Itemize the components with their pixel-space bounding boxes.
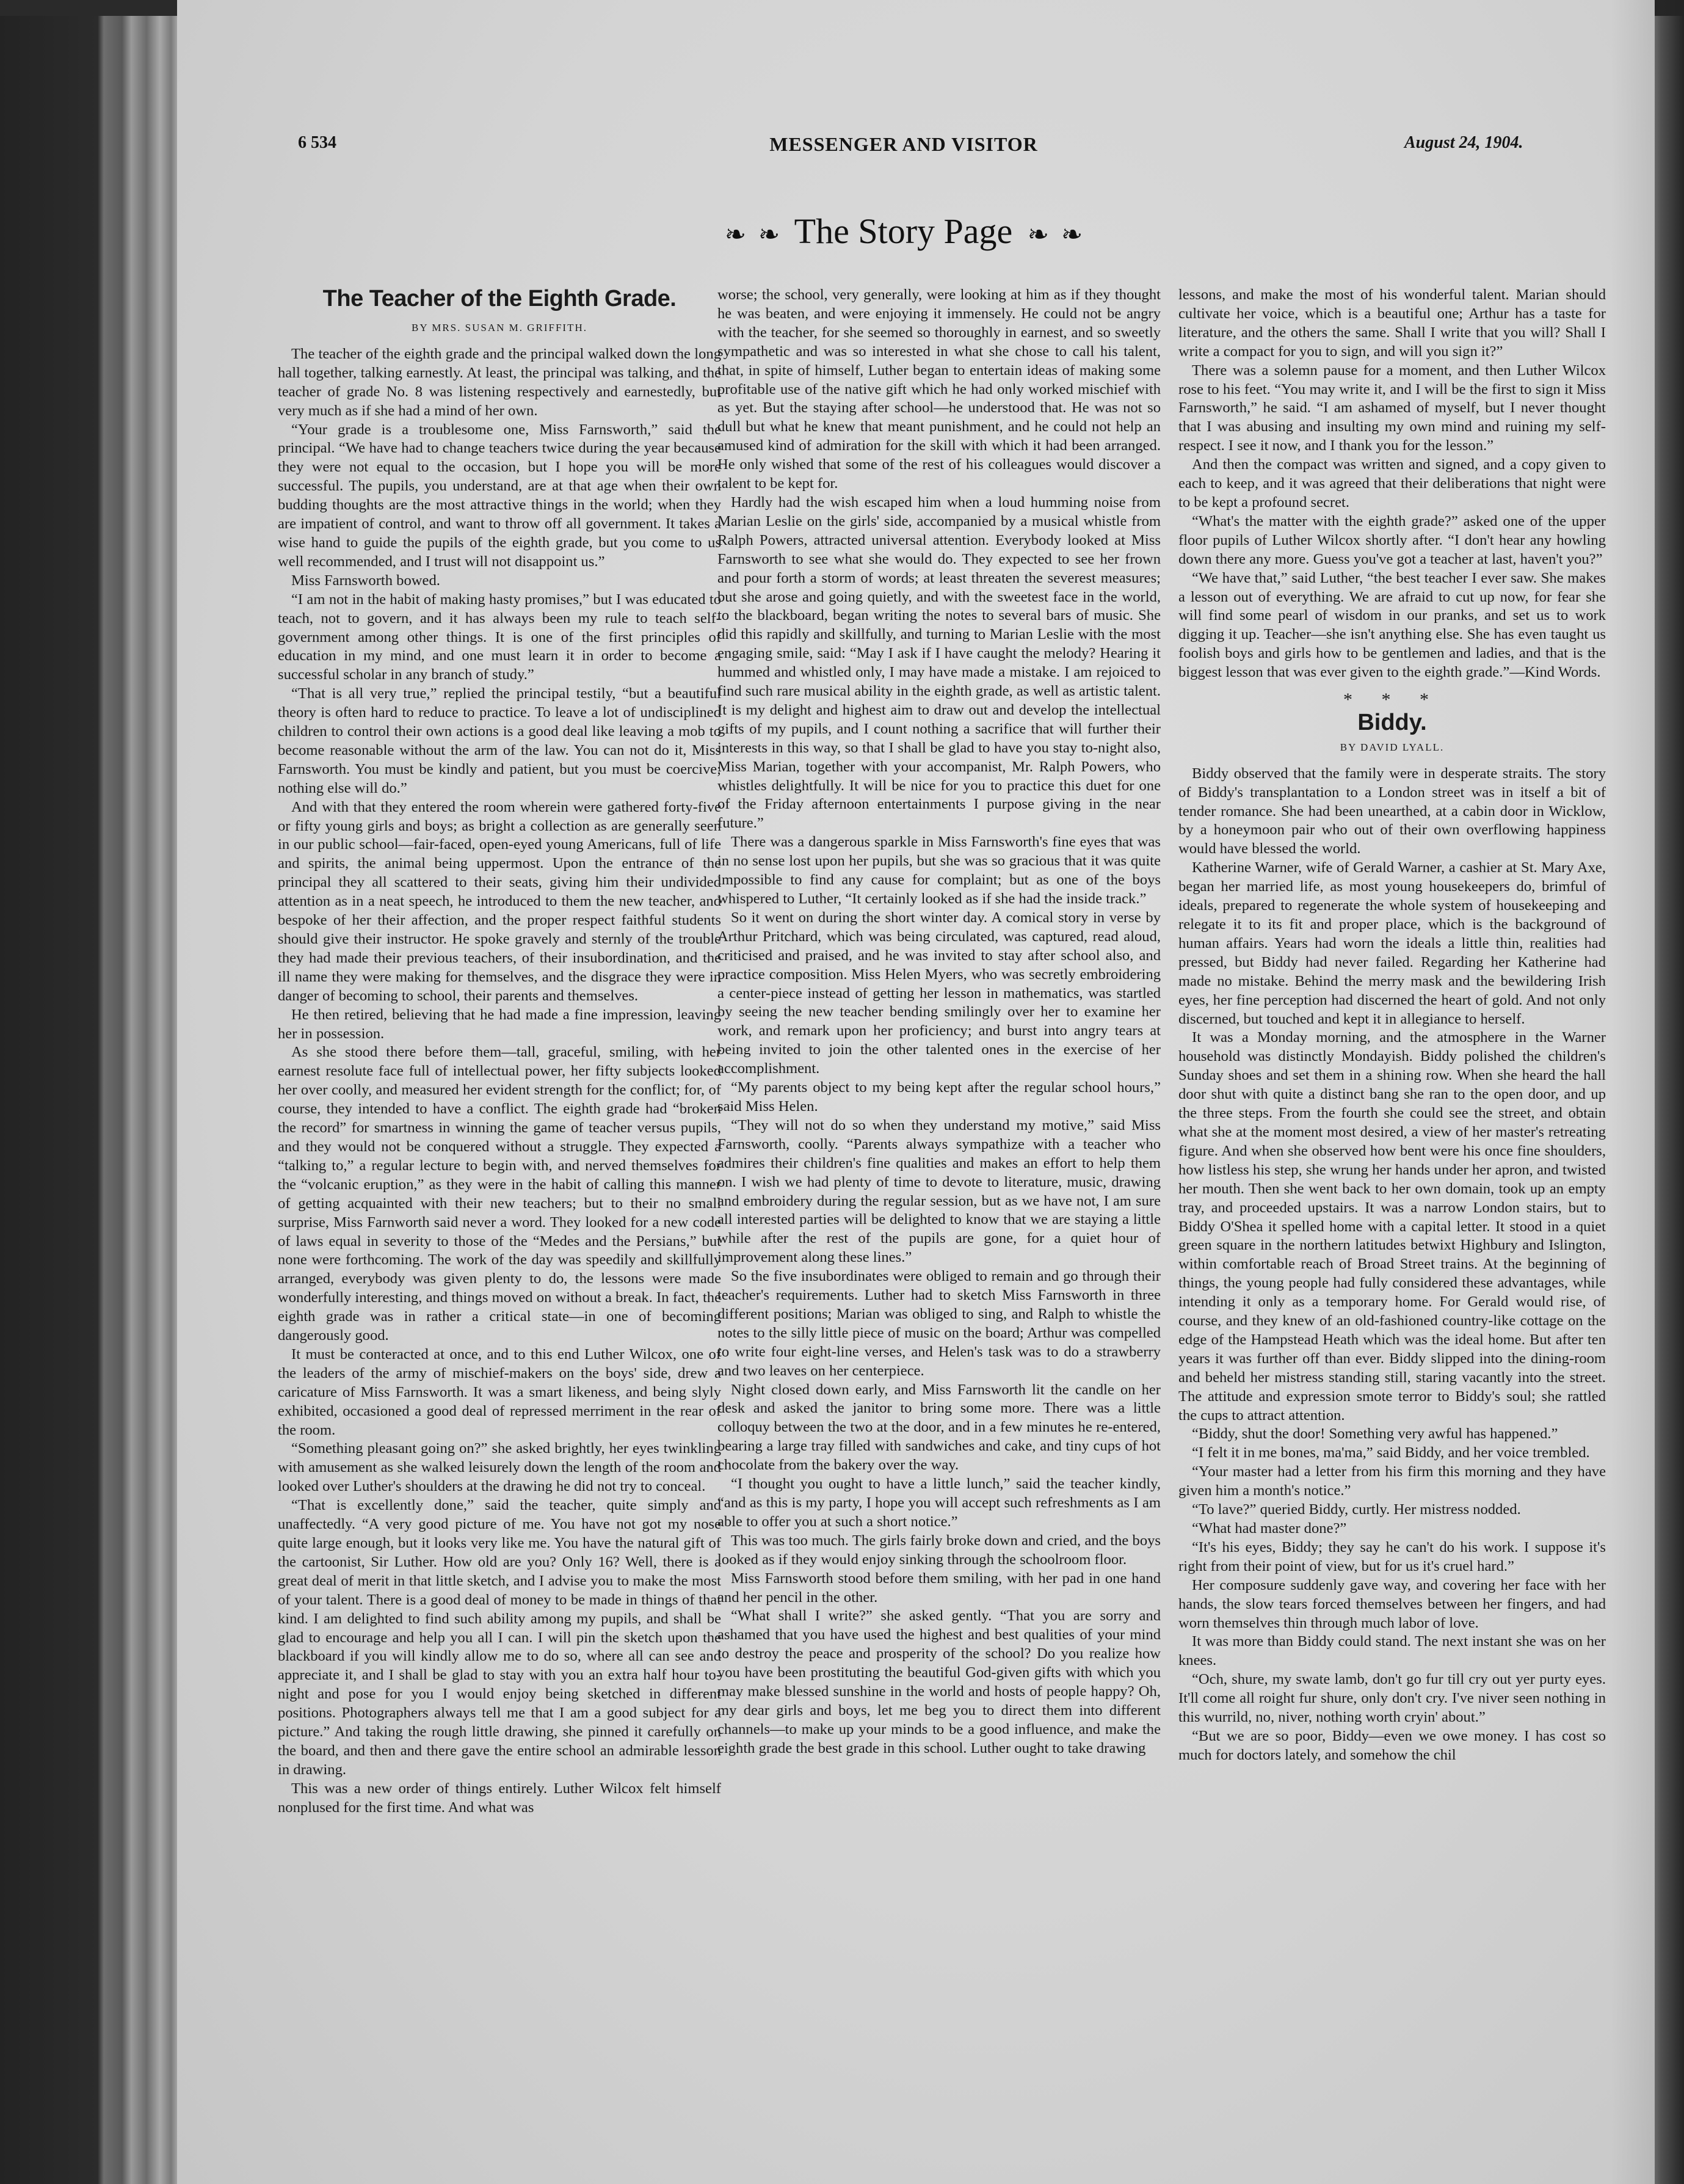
paragraph: lessons, and make the most of his wonderful talent. Marian should cultivate her voice, which is a beautiful one; Arthur has a taste for literature, and the others the same. Shall I write that you will? Shall I write a compact for you to sign, and will you sign it?” <box>1178 286 1606 360</box>
paragraph: Her composure suddenly gave way, and covering her face with her hands, the slow tears forced themselves between her fingers, and had worn themselves thin through much labor of love. <box>1178 1576 1606 1631</box>
paragraph: “What's the matter with the eighth grade?” asked one of the upper floor pupils of Luther Wilcox shortly after. “I don't hear any howling down there any more. Guess you've got a teacher at last, haven't you?” <box>1178 512 1606 567</box>
paragraph: “Och, shure, my swate lamb, don't go fur till cry out yer purty eyes. It'll come all roight fur shure, only don't cry. I've niver seen nothing in this wurrild, no, niver, nothing worth cryin' about.” <box>1178 1671 1606 1726</box>
paragraph: And with that they entered the room wherein were gathered forty-five or fifty young girls and boys; as bright a collection as are generally seen in our public school—fair-faced, open-eyed young Americans, full of life and spirits, the animal being uppermost. Upon the entrance of the principal they all scattered to their seats, giving him their undivided attention as in a neat speech, he introduced to them the new teacher, and bespoke of her their affection, and the proper respect faithful students should give their instructor. He spoke gravely and sternly of the trouble they had made their previous teachers, of their insubordination, and the ill name they were making for themselves, and the disgrace they were in danger of becoming to school, their parents and themselves. <box>278 798 721 1004</box>
column-2-body <box>717 286 1161 1758</box>
paragraph: So it went on during the short winter day. A comical story in verse by Arthur Pritchard, which was being circulated, was captured, read aloud, criticised and praised, and he was invited to stay after school also, and practice composition. Miss Helen Myers, who was secretly embroidering a center-piece instead of getting her lesson in mathematics, was startled by seeing the new teacher bending smilingly over her to examine her work, and remark upon her proficiency; and burst into angry tears at being invited to join the other talented ones in the exercise of her accomplishment. <box>717 909 1161 1077</box>
paragraph: “What had master done?” <box>1192 1520 1347 1537</box>
paragraph: There was a solemn pause for a moment, and then Luther Wilcox rose to his feet. “You may write it, and I will be the first to sign it Miss Farnsworth,” he said. “I am ashamed of myself, but I never thought that I was abusing and insulting my own mind and ruining my self-respect. I see it now, and I thank you for the lesson.” <box>1178 362 1606 454</box>
paragraph: This was a new order of things entirely. Luther Wilcox felt himself nonplused for the first time. And what was <box>278 1780 721 1816</box>
paragraph: “Your master had a letter from his firm this morning and they have given him a month's notice.” <box>1178 1463 1606 1499</box>
paragraph: “Your grade is a troublesome one, Miss Farnsworth,” said the principal. “We have had to change teachers twice during the year because they were not equal to the occasion, but I hope you will be more successful. The pupils, you understand, are at that age when their own budding thoughts are the most attractive things in the world; when they are impatient of control, and want to throw off all government. It takes a wise hand to guide the pupils of the eighth grade, but you come to us well recommended, and I trust will not disappoint us.” <box>278 421 721 570</box>
paragraph: Miss Farnsworth bowed. <box>291 572 440 589</box>
ornament-right-icon: ❧ <box>1027 221 1049 249</box>
paragraph: So the five insubordinates were obliged to remain and go through their teacher's requirements. Luther had to sketch Miss Farnsworth in three different positions; Marian was obliged to sing, and Ralph to whistle the notes to the silly little piece of music on the board; Arthur was compelled to write four eight-line verses, and Helen's task was to do a strawberry and two leaves on her centerpiece. <box>717 1268 1161 1379</box>
paragraph: “They will not do so when they understand my motive,” said Miss Farnsworth, coolly. “Parents always sympathize with a teacher who admires their children's fine qualities and makes an effort to help them on. I wish we had plenty of time to devote to literature, music, drawing and embroidery during the regular session, but as we have not, I am sure all interested parties will be delighted to know that we are staying a little while after the rest of the pupils are gone, for a quiet hour of improvement along these lines.” <box>717 1116 1161 1266</box>
scan-right-shadow <box>1611 0 1684 2184</box>
paragraph: “What shall I write?” she asked gently. “That you are sorry and ashamed that you have used the highest and best qualities of your mind to destroy the peace and prosperity of the school? Do you realize how you have been prostituting the beautiful God-given gifts with which you may make blessed sunshine in the world and hosts of people happy? Oh, my dear girls and boys, let me beg you to direct them into different channels—to make up your minds to be a good influence, and make the eighth grade the best grade in this school. Luther ought to take drawing <box>717 1607 1161 1756</box>
story-byline-teacher: BY MRS. SUSAN M. GRIFFITH. <box>411 322 587 333</box>
paragraph: He then retired, believing that he had made a fine impression, leaving her in possession. <box>278 1006 721 1042</box>
ornament-right-icon-2: ❧ <box>1061 221 1083 249</box>
page-number: 6 534 <box>298 133 336 152</box>
paragraph: There was a dangerous sparkle in Miss Farnsworth's fine eyes that was in no sense lost upon her pupils, but she was so gracious that it was quite impossible to find any cause for complaint; but as one of the boys whispered to Luther, “It certainly looked as if she had the inside track.” <box>717 834 1161 907</box>
paragraph: It must be conteracted at once, and to this end Luther Wilcox, one of the leaders of the army of mischief-makers on the boys' side, drew a caricature of Miss Farnsworth. It was a smart likeness, and being slyly exhibited, occasioned a good deal of repressed merriment in the rear of the room. <box>278 1345 721 1438</box>
paragraph: It was more than Biddy could stand. The next instant she was on her knees. <box>1178 1633 1606 1669</box>
column-3-biddy-body <box>1178 765 1606 1765</box>
ornament-left-icon-2: ❧ <box>758 221 780 249</box>
paragraph: “I felt it in me bones, ma'ma,” said Biddy, and her voice trembled. <box>1192 1444 1590 1461</box>
paragraph: “Something pleasant going on?” she asked brightly, her eyes twinkling with amusement as she walked leisurely down the length of the room and looked over Luther's shoulders at the drawing he did not try to conceal. <box>278 1440 721 1495</box>
story-title-biddy: Biddy. <box>1357 709 1427 735</box>
issue-date: August 24, 1904. <box>1404 133 1523 152</box>
paragraph: Hardly had the wish escaped him when a loud humming noise from Marian Leslie on the girls' side, accompanied by a musical whistle from Ralph Powers, attracted universal attention. Everybody looked at Miss Farnsworth to see what she would do. They expected to see her frown and pour forth a storm of words; at least threaten the severest measures; but she arose and going quietly, and with the sweetest face in the world, to the blackboard, began writing the notes to several bars of music. She did this rapidly and skillfully, and turning to Marian Leslie with the most engaging smile, said: “May I ask if I have caught the melody? Hearing it hummed and whistled only, I may have made a mistake. I am rejoiced to find such rare musical ability in the eighth grade, as well as artistic talent. It is my delight and highest aim to draw out and develop the intellectual gifts of my pupils, and I count nothing a sacrifice that will further their interests in this way, so that I shall be glad to have you stay to-night also, Miss Marian, together with your accompanist, Mr. Ralph Powers, who whistles delightfully. It will be nice for you to practice this duet for one of the Friday afternoon entertainments I purpose giving in the near future.” <box>717 493 1161 832</box>
paragraph: “Biddy, shut the door! Something very awful has happened.” <box>1192 1425 1558 1443</box>
paragraph: “That is excellently done,” said the teacher, quite simply and unaffectedly. “A very good picture of me. You have not got my nose quite large enough, but it looks very like me. You have the natural gift of the cartoonist, Sir Luther. How old are you? Only 16? Well, there is a great deal of merit in that little sketch, and I advise you to make the most of your talent. There is a good deal of money to be made in things of that kind. I am delighted to find such ability among my pupils, and shall be glad to encourage and help you all I can. I will pin the sketch upon the blackboard if you will kindly allow me to do so, where all can see and appreciate it, and I shall be glad to stay with you an extra half hour to-night and pose for you I would enjoy being sketched in different positions. Photographers always tell me that I am a good subject for a picture.” And taking the rough little drawing, she pinned it carefully on the board, and then and there gave the entire school an admirable lesson in drawing. <box>278 1497 721 1778</box>
column-3 <box>1178 286 1606 1765</box>
ornament-left-icon: ❧ <box>724 221 747 249</box>
paragraph: Night closed down early, and Miss Farnsworth lit the candle on her desk and asked the janitor to bring some more. There was a little colloquy between the two at the door, and in a few minutes he re-entered, bearing a large tray filled with sandwiches and cake, and tiny cups of hot chocolate from the bakery over the way. <box>717 1381 1161 1474</box>
column-1-body <box>278 345 721 1818</box>
paragraph: “To lave?” queried Biddy, curtly. Her mistress nodded. <box>1192 1501 1521 1518</box>
story-title-teacher: The Teacher of the Eighth Grade. <box>322 286 677 311</box>
paragraph: As she stood there before them—tall, graceful, smiling, with her earnest resolute face full of intellectual power, her fifty subjects looked her over coolly, and measured her evident strength for the conflict; for, of course, they intended to have a conflict. The eighth grade had “broken the record” for smartness in winning the game of teacher versus pupils, and they would not be conquered without a struggle. They expected a “talking to,” a regular lecture to begin with, and nerved themselves for the “volcanic eruption,” as they were in the habit of calling this manner of getting acquainted with their new teachers; but to their no small surprise, Miss Farnworth said never a word. They looked for a new code of laws equal in severity to those of the “Medes and the Persians,” but none were forthcoming. The work of the day was speedily and skillfully arranged, everybody was given plenty to do, the lessons were made wonderfully interesting, and things moved on without a break. In fact, the eighth grade was in rather a critical state—in one of becoming dangerously good. <box>278 1044 721 1344</box>
paragraph: “But we are so poor, Biddy—even we owe money. I has cost so much for doctors lately, and somehow the chil <box>1178 1727 1606 1763</box>
story-byline-biddy: BY DAVID LYALL. <box>1340 741 1445 753</box>
column-3-body <box>1178 286 1606 682</box>
story-separator: * * * <box>1343 690 1441 710</box>
paragraph: “We have that,” said Luther, “the best teacher I ever saw. She makes a lesson out of everything. We are afraid to cut up now, for fear she will find some pearl of wisdom in our pranks, and set us to work digging it up. Teacher—she isn't anything else. She has even taught us foolish boys and girls how to be gentlemen and ladies, and that is the biggest lesson that was ever given to the eighth grade.”—Kind Words. <box>1178 569 1606 681</box>
paragraph: Miss Farnsworth stood before them smiling, with her pad in one hand and her pencil in the other. <box>717 1570 1161 1606</box>
masthead: MESSENGER AND VISITOR <box>769 133 1038 155</box>
paragraph: “That is all very true,” replied the principal testily, “but a beautiful theory is often hard to reduce to practice. To leave a lot of undisciplined children to control their own actions is a good deal like leaving a mob to become reasonable without the arm of the law. You can not do it, Miss Farnsworth. You must be kindly and patient, but you must be coercive; nothing else will do.” <box>278 685 721 796</box>
paragraph: Biddy observed that the family were in desperate straits. The story of Biddy's transplantation to a London street was in itself a bit of tender romance. She had been unearthed, at a cabin door in Wicklow, by a honeymoon pair who out of their own overflowing happiness would have blessed the world. <box>1178 765 1606 857</box>
column-1 <box>278 285 721 1818</box>
paragraph: Katherine Warner, wife of Gerald Warner, a cashier at St. Mary Axe, began her married life, as most young housekeepers do, brimful of ideals, prepared to regenerate the whole system of housekeeping and relegate it to its fit and proper place, which is the background of human affairs. Years had worn the ideals a little thin, realities had pressed, but Biddy had never failed. Regarding her Katherine had made no mistake. Behind the merry mask and the bewildering Irish eyes, her fine perception had discerned the heart of gold. And not only discerned, but touched and kept it in allegiance to herself. <box>1178 859 1606 1027</box>
paragraph: “It's his eyes, Biddy; they say he can't do his work. I suppose it's right from their point of view, but for us it's cruel hard.” <box>1178 1538 1606 1574</box>
paragraph: And then the compact was written and signed, and a copy given to each to keep, and it was agreed that their deliberations that night were to be kept a profound secret. <box>1178 456 1606 511</box>
section-title <box>672 211 1136 252</box>
paragraph: “I am not in the habit of making hasty promises,” but I was educated to teach, not to govern, and it has always been my rule to teach self-government among other things. It is one of the first principles of education in my mind, and one must learn it in order to become a successful scholar in any branch of study.” <box>278 591 721 683</box>
section-title-text: The Story Page <box>794 211 1013 251</box>
paragraph: The teacher of the eighth grade and the principal walked down the long hall together, talking earnestly. At least, the principal was talking, and the teacher of grade No. 8 was listening respectively and earnestedly, but very much as if she had a mind of her own. <box>278 345 721 419</box>
paragraph: This was too much. The girls fairly broke down and cried, and the boys looked as if they would enjoy sinking through the schoolroom floor. <box>717 1532 1161 1568</box>
paragraph: “My parents object to my being kept after the regular school hours,” said Miss Helen. <box>717 1079 1161 1115</box>
paragraph: It was a Monday morning, and the atmosphere in the Warner household was distinctly Mondayish. Biddy polished the children's Sunday shoes and set them in a shining row. When she heard the hall door shut with quite a distinct bang she ran to the open door, and up the three steps. From the fourth she could see the street, and obtain what she at the moment most desired, a view of her master's retreating figure. And when she observed how bent were his once fine shoulders, how listless his step, she wrung her hands under her apron, and twisted her mouth. Then she went back to her own domain, took up an empty tray, and proceeded upstairs. It was a narrow London stairs, but to Biddy O'Shea it spelled home with a capital letter. It stood in a quiet green square in the northern latitudes betwixt Highbury and Islington, within comfortable reach of Broad Street trains. At the beginning of things, the young people had fully considered these advantages, while intending it only as a temporary home. For Gerald would rise, of course, and they knew of an old-fashioned country-like cottage on the edge of the Hampstead Heath which was the ideal home. But after ten years it was further off than ever. Biddy slipped into the dining-room and beheld her mistress standing still, staring vacantly into the street. The attitude and expression smote terror to Biddy's soul; she rattled the cups to attract attention. <box>1178 1029 1606 1424</box>
paragraph: worse; the school, very generally, were looking at him as if they thought he was beaten, and were enjoying it immensely. He could not be angry with the teacher, for she seemed so thoroughly in earnest, and so sweetly sympathetic and was so interested in what she chose to call his talent, that, in spite of himself, Luther began to entertain ideas of making some profitable use of the native gift which he had only worked mischief with as yet. But the staying after school—he understood that. He was not so dull but what he knew that meant punishment, and he could not help an amused kind of admiration for the skill with which it had been arranged. He only wished that some of the rest of his colleagues would discover a talent to be kept for. <box>717 286 1161 492</box>
column-2 <box>717 286 1161 1758</box>
paragraph: “I thought you ought to have a little lunch,” said the teacher kindly, “and as this is my party, I hope you will accept such refreshments as I am able to offer you at such a short notice.” <box>717 1476 1161 1530</box>
